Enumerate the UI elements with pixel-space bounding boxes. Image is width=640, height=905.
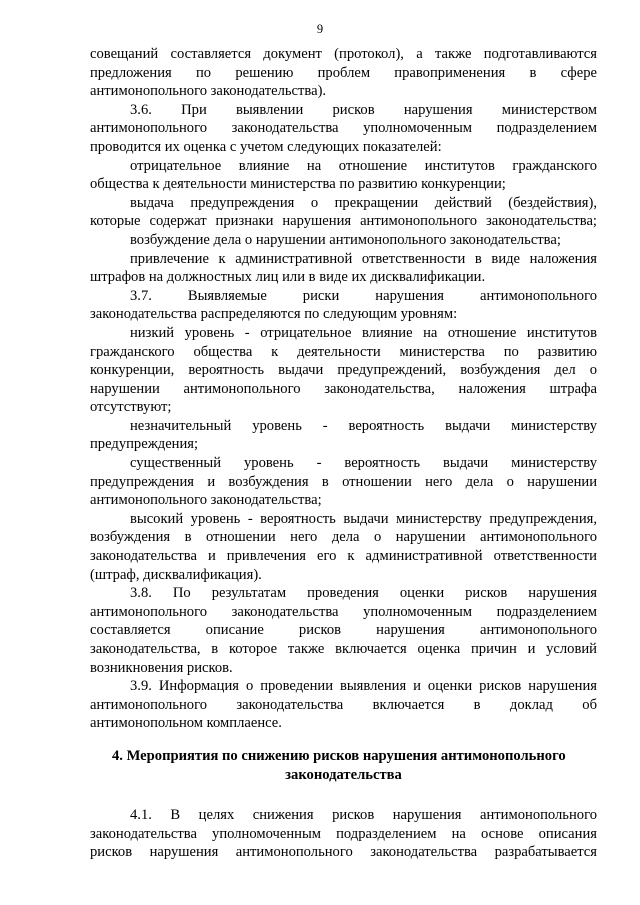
text-line: штрафов на должностных лиц или в виде их дисквалификации. bbox=[90, 269, 486, 286]
text-line: проводится их оценка с учетом следующих показателей: bbox=[90, 138, 442, 155]
text-line: привлечение к административной ответственности в виде наложения bbox=[130, 250, 597, 267]
text-line: низкий уровень - отрицательное влияние на отношение институтов bbox=[130, 324, 597, 341]
text-line: рисков нарушения антимонопольного законодательства разрабатывается bbox=[90, 844, 597, 861]
paragraph-3-6-start: 3.6. При выявлении рисков нарушения министерством bbox=[130, 101, 597, 118]
page-number: 9 bbox=[316, 22, 324, 36]
text-line: высокий уровень - вероятность выдачи министерству предупреждения, bbox=[130, 510, 597, 527]
text-line: незначительный уровень - вероятность выдачи министерству bbox=[130, 417, 597, 434]
document-body bbox=[90, 45, 597, 862]
text-line: нарушении антимонопольного законодательства, наложения штрафа bbox=[90, 380, 597, 397]
text-line: возбуждения в отношении него дела о нарушении антимонопольного bbox=[90, 529, 597, 546]
section-heading-continued: законодательства bbox=[285, 766, 402, 783]
text-line: конкуренции, вероятность выдачи предупреждений, возбуждения дел о bbox=[90, 362, 597, 379]
text-line: возбуждение дела о нарушении антимонопольного законодательства; bbox=[130, 231, 561, 248]
text-line: законодательства уполномоченным подразделением на основе описания bbox=[90, 825, 597, 842]
text-line: антимонопольного законодательства уполномоченным подразделением bbox=[90, 120, 597, 137]
text-line: антимонопольном комплаенсе. bbox=[90, 715, 282, 732]
section-heading: 4. Мероприятия по снижению рисков нарушения антимонопольного bbox=[112, 747, 566, 764]
paragraph-3-7-start: 3.7. Выявляемые риски нарушения антимонопольного bbox=[130, 287, 597, 304]
paragraph-3-8-start: 3.8. По результатам проведения оценки рисков нарушения bbox=[130, 585, 597, 602]
spacer bbox=[90, 784, 597, 806]
paragraph-3-9-start: 3.9. Информация о проведении выявления и оценки рисков нарушения bbox=[130, 678, 597, 695]
spacer bbox=[90, 733, 597, 747]
text-line: предложения по решению проблем правоприменения в сфере bbox=[90, 64, 597, 81]
text-line: законодательства, в которое также включается оценка причин и условий bbox=[90, 641, 597, 657]
text-line: отрицательное влияние на отношение институтов гражданского bbox=[130, 157, 597, 174]
text-line: предупреждения; bbox=[90, 436, 199, 453]
text-line: совещаний составляется документ (протокол), а также подготавливаются bbox=[90, 46, 597, 62]
text-line: возникновения рисков. bbox=[90, 659, 233, 676]
text-line: антимонопольного законодательства). bbox=[90, 83, 327, 100]
text-line: гражданского общества к деятельности министерства по развитию bbox=[90, 343, 597, 360]
text-line: составляется описание рисков нарушения антимонопольного bbox=[90, 622, 597, 639]
text-line: законодательства и привлечения его к административной ответственности bbox=[90, 548, 597, 565]
text-line: антимонопольного законодательства уполномоченным подразделением bbox=[90, 603, 597, 620]
text-line: которые содержат признаки нарушения антимонопольного законодательства; bbox=[90, 213, 597, 230]
text-line: (штраф, дисквалификация). bbox=[90, 566, 262, 583]
text-line: существенный уровень - вероятность выдачи министерству bbox=[130, 455, 597, 472]
text-line: антимонопольного законодательства; bbox=[90, 492, 322, 509]
text-line: общества к деятельности министерства по развитию конкуренции; bbox=[90, 176, 506, 193]
text-line: выдача предупреждения о прекращении действий (бездействия), bbox=[130, 194, 597, 211]
text-line: антимонопольного законодательства включается в доклад об bbox=[90, 696, 597, 713]
paragraph-4-1-start: 4.1. В целях снижения рисков нарушения антимонопольного bbox=[130, 807, 597, 824]
text-line: законодательства распределяются по следующим уровням: bbox=[90, 306, 458, 323]
text-line: отсутствуют; bbox=[90, 399, 172, 416]
text-line: предупреждения и возбуждения в отношении него дела о нарушении bbox=[90, 473, 597, 490]
